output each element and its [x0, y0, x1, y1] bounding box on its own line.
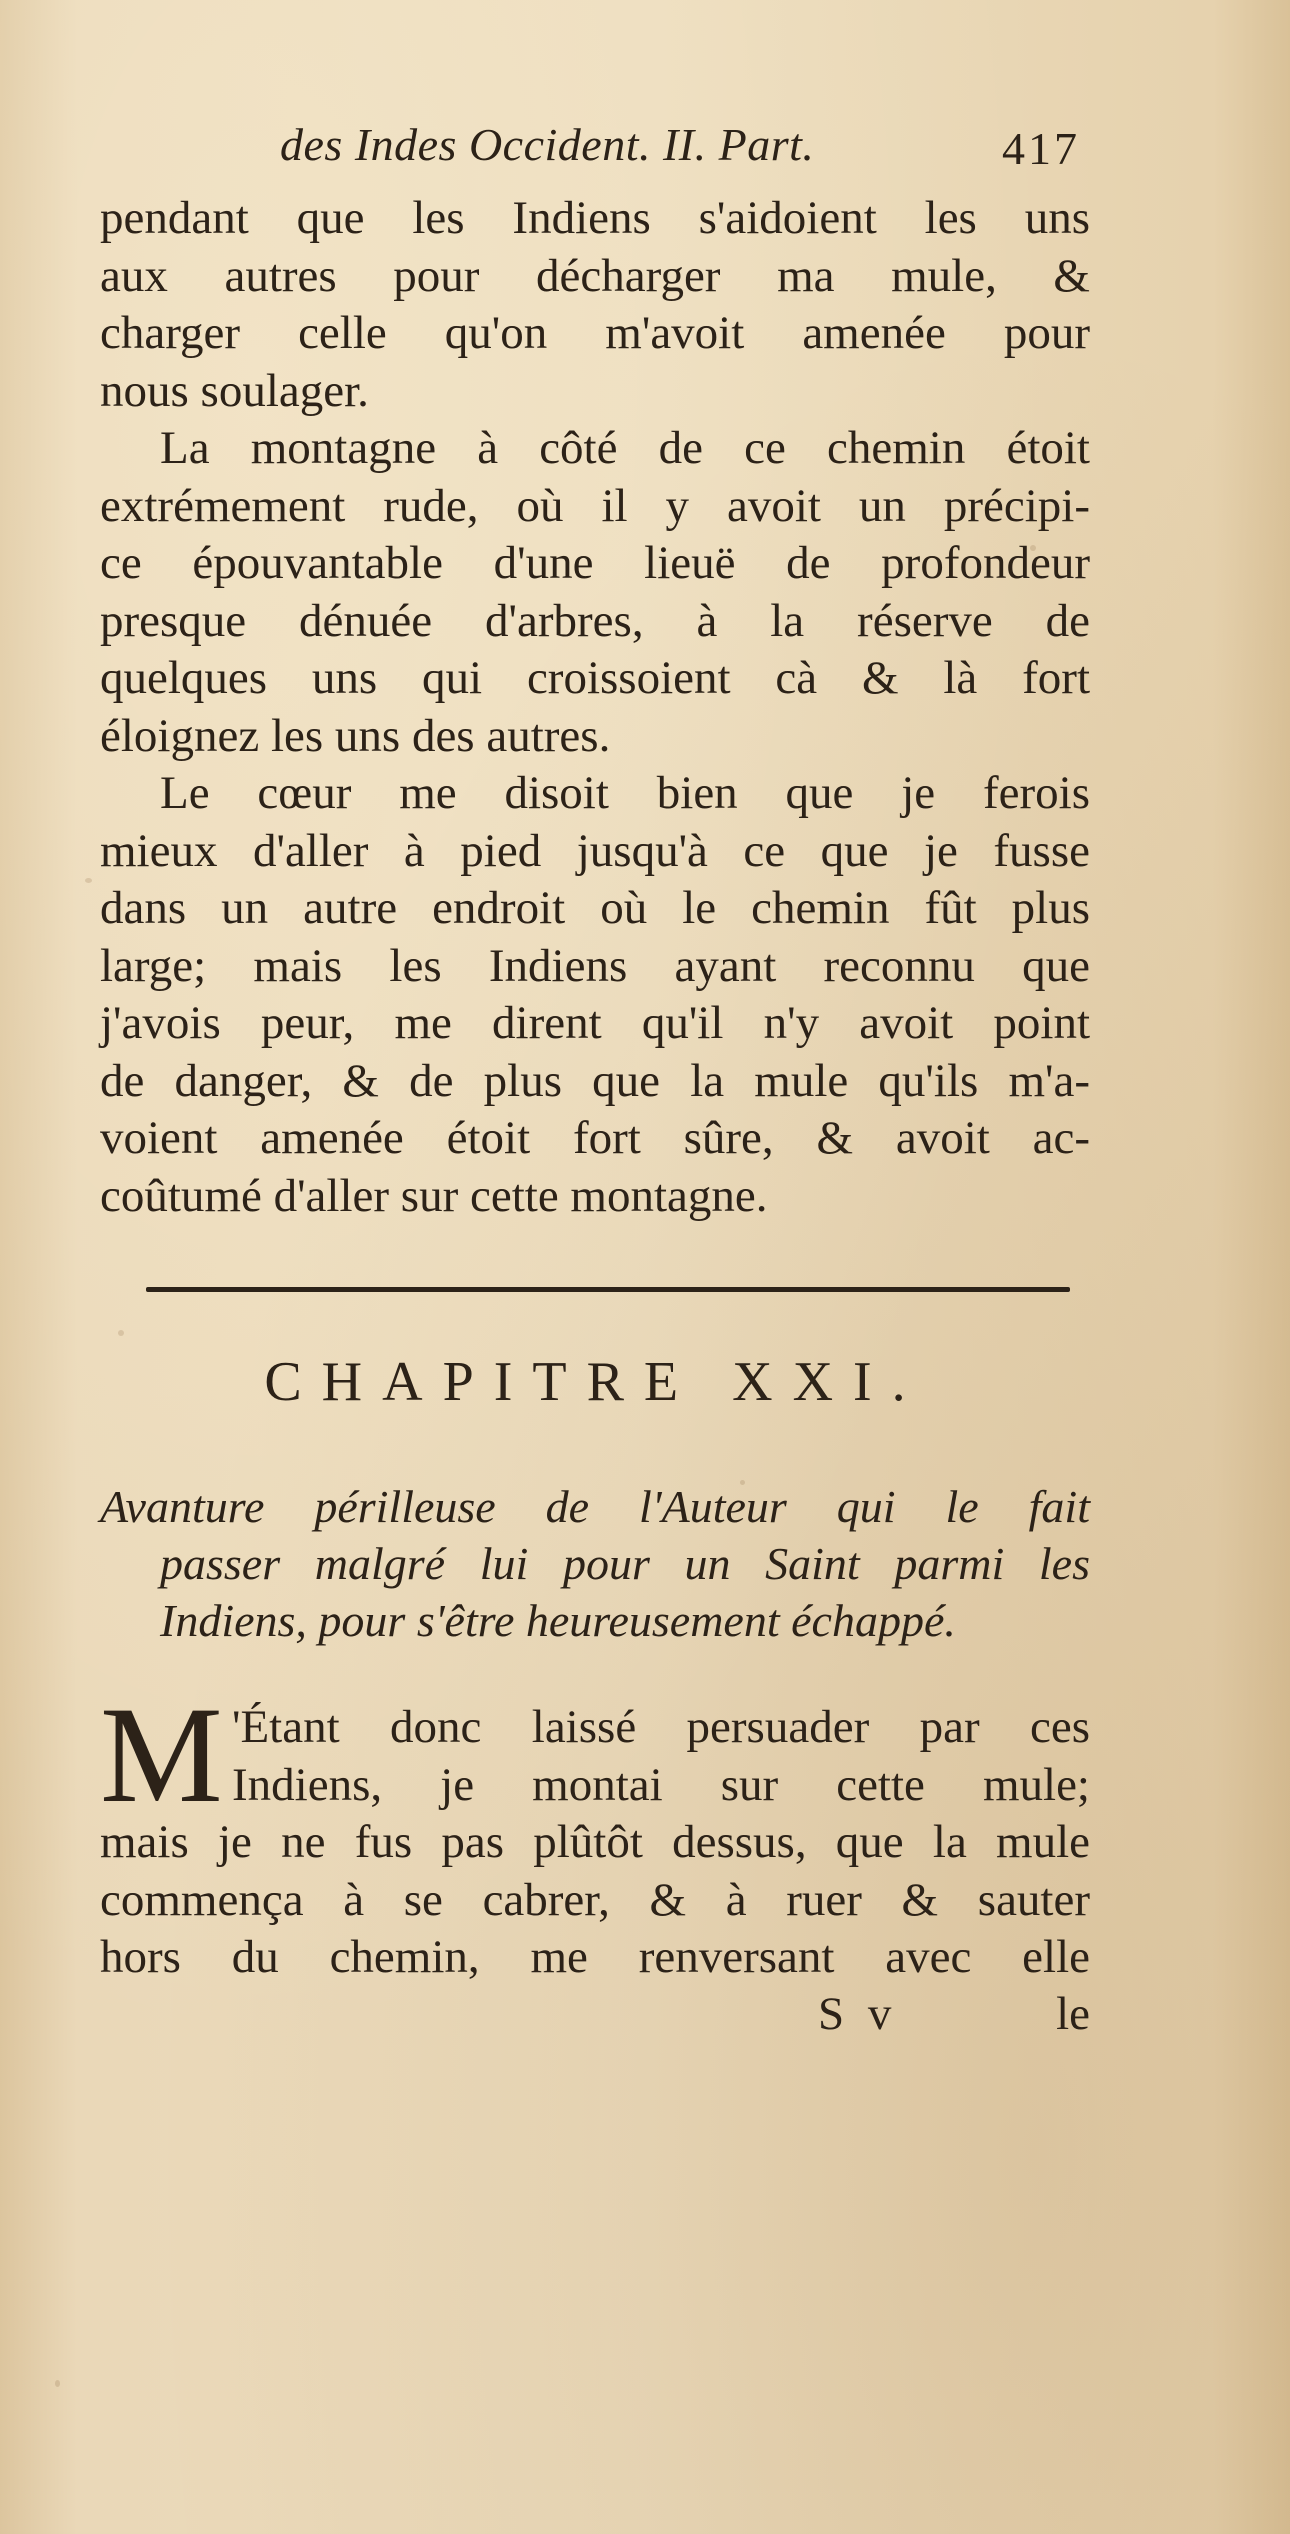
text-line: aux autres pour décharger ma mule, & — [100, 249, 1090, 302]
opening-paragraph — [100, 1678, 1090, 1987]
text-line: Indiens, je montai sur cette mule; — [232, 1758, 1090, 1811]
text-line: charger celle qu'on m'avoit amenée pour — [100, 307, 1090, 359]
drop-cap: M — [100, 1678, 223, 1831]
chapter-divider-rule — [146, 1287, 1070, 1292]
text-line: 'Étant donc laissé persuader par ces — [232, 1701, 1090, 1753]
text-line: mais je ne fus pas plûtôt dessus, que la mule — [100, 1816, 1090, 1868]
paragraph-3 — [100, 765, 1090, 1225]
paper-stain — [55, 2380, 60, 2387]
text-line: presque dénuée d'arbres, à la réserve de — [100, 594, 1090, 647]
text-line: nous soulager. — [100, 364, 369, 417]
summary-line: Avanture périlleuse de l'Auteur qui le fait — [100, 1481, 1090, 1532]
text-line: de danger, & de plus que la mule qu'ils m'a- — [100, 1054, 1090, 1107]
text-line: coûtumé d'aller sur cette montagne. — [100, 1169, 768, 1222]
summary-line: passer malgré lui pour un Saint parmi les — [160, 1538, 1090, 1589]
text-line: commença à se cabrer, & à ruer & sauter — [100, 1873, 1090, 1926]
running-head — [100, 118, 1090, 190]
text-line: éloignez les uns des autres. — [100, 709, 611, 762]
chapter-title: CHAPITRE XXI. — [264, 1351, 926, 1413]
text-line: Le cœur me disoit bien que je ferois — [160, 767, 1090, 819]
running-head-title: des Indes Occident. II. Part. — [280, 119, 815, 170]
text-line: pendant que les Indiens s'aidoient les uns — [100, 192, 1090, 244]
text-line: ce épouvantable d'une lieuë de profondeur — [100, 537, 1090, 589]
text-line: voient amenée étoit fort sûre, & avoit ac- — [100, 1112, 1090, 1164]
text-line: extrémement rude, où il y avoit un précipi- — [100, 479, 1090, 532]
text-line: hors du chemin, me renversant avec elle — [100, 1931, 1090, 1983]
chapter-summary — [100, 1478, 1090, 1649]
page-footer — [100, 1987, 1090, 2047]
summary-line: Indiens, pour s'être heureusement échappé. — [160, 1595, 956, 1646]
paragraph-2 — [100, 420, 1090, 765]
text-line: large; mais les Indiens ayant reconnu que — [100, 939, 1090, 992]
text-line: dans un autre endroit où le chemin fût plus — [100, 882, 1090, 934]
text-line: quelques uns qui croissoient cà & là fort — [100, 652, 1090, 704]
catchword: le — [1056, 1987, 1090, 2040]
signature-mark: S v — [818, 1987, 898, 2040]
paragraph-1 — [100, 190, 1090, 420]
page-number: 417 — [1002, 123, 1080, 174]
text-line: La montagne à côté de ce chemin étoit — [160, 422, 1090, 474]
text-line: j'avois peur, me dirent qu'il n'y avoit point — [100, 997, 1090, 1049]
text-block — [100, 118, 1090, 2047]
paper-stain — [85, 878, 92, 883]
text-line: mieux d'aller à pied jusqu'à ce que je fusse — [100, 824, 1090, 877]
